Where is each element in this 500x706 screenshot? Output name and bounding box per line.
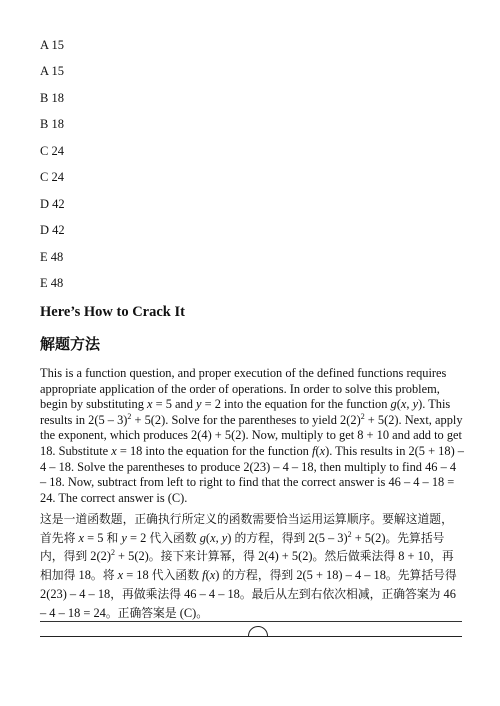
section-heading: Here’s How to Crack It (40, 304, 185, 320)
answer-option: D 42 (40, 197, 65, 211)
section-heading-chinese: 解题方法 (40, 335, 101, 353)
answer-option: D 42 (40, 223, 65, 237)
divider (40, 621, 462, 622)
explanation-paragraph: This is a function question, and proper execution of the defined functions requires appropriate application of the order of operations. In order to solve this problem, begin by substituting x = 5 and y = 2 into the equation for the function g(x, y). This results in 2(5 – 3)$^2$ + 5(2). Solve for the parentheses to yield $2(2)^2 + 5(2)$. Next, apply the exponent, which produces 2(4) + 5(2). Now, multiply to get 8 + 10 and add to get 18. Substitute x = 18 into the equation for the function f(x). This results in 2(5 + 18) – 4 – 18. Solve the parentheses to produce 2(23) – 4 – 18, then multiply to find 46 – 4 – 18. Now, subtract from left to right to find that the correct answer is 46 – 4 – 18 = 24. The correct answer is (C). (40, 366, 464, 505)
answer-option: B 18 (40, 117, 64, 131)
divider (40, 636, 462, 637)
answer-option: A 15 (40, 64, 64, 78)
answer-option: C 24 (40, 144, 64, 158)
answer-option: C 24 (40, 170, 64, 184)
answer-option: B 18 (40, 91, 64, 105)
explanation-paragraph-chinese: 这是一道函数题，正确执行所定义的函数需要恰当运用运算顺序。要解这道题，首先将 x = 5 和 y = 2 代入函数 g(x, y) 的方程，得到 2(5 – 3)$^2$ + 5(2)。先算括号内，得到 $2(2)^2 + 5(2)$。接下来计算幂，得 2(4) + 5(2)。然后做乘法得 8 + 10，再相加得 18。将 x = 18 代入函数 f(x) 的方程，得到 2(5 + 18) – 4 – 18。先算括号得 2(23) – 4 – 18，再做乘法得 46 – 4 – 18。最后从左到右依次相减，正确答案为 46 – 4 – 18 = 24。正确答案是 (C)。 (40, 512, 457, 620)
answer-option: E 48 (40, 276, 64, 290)
answer-option: A 15 (40, 38, 64, 52)
answer-option: E 48 (40, 250, 64, 264)
